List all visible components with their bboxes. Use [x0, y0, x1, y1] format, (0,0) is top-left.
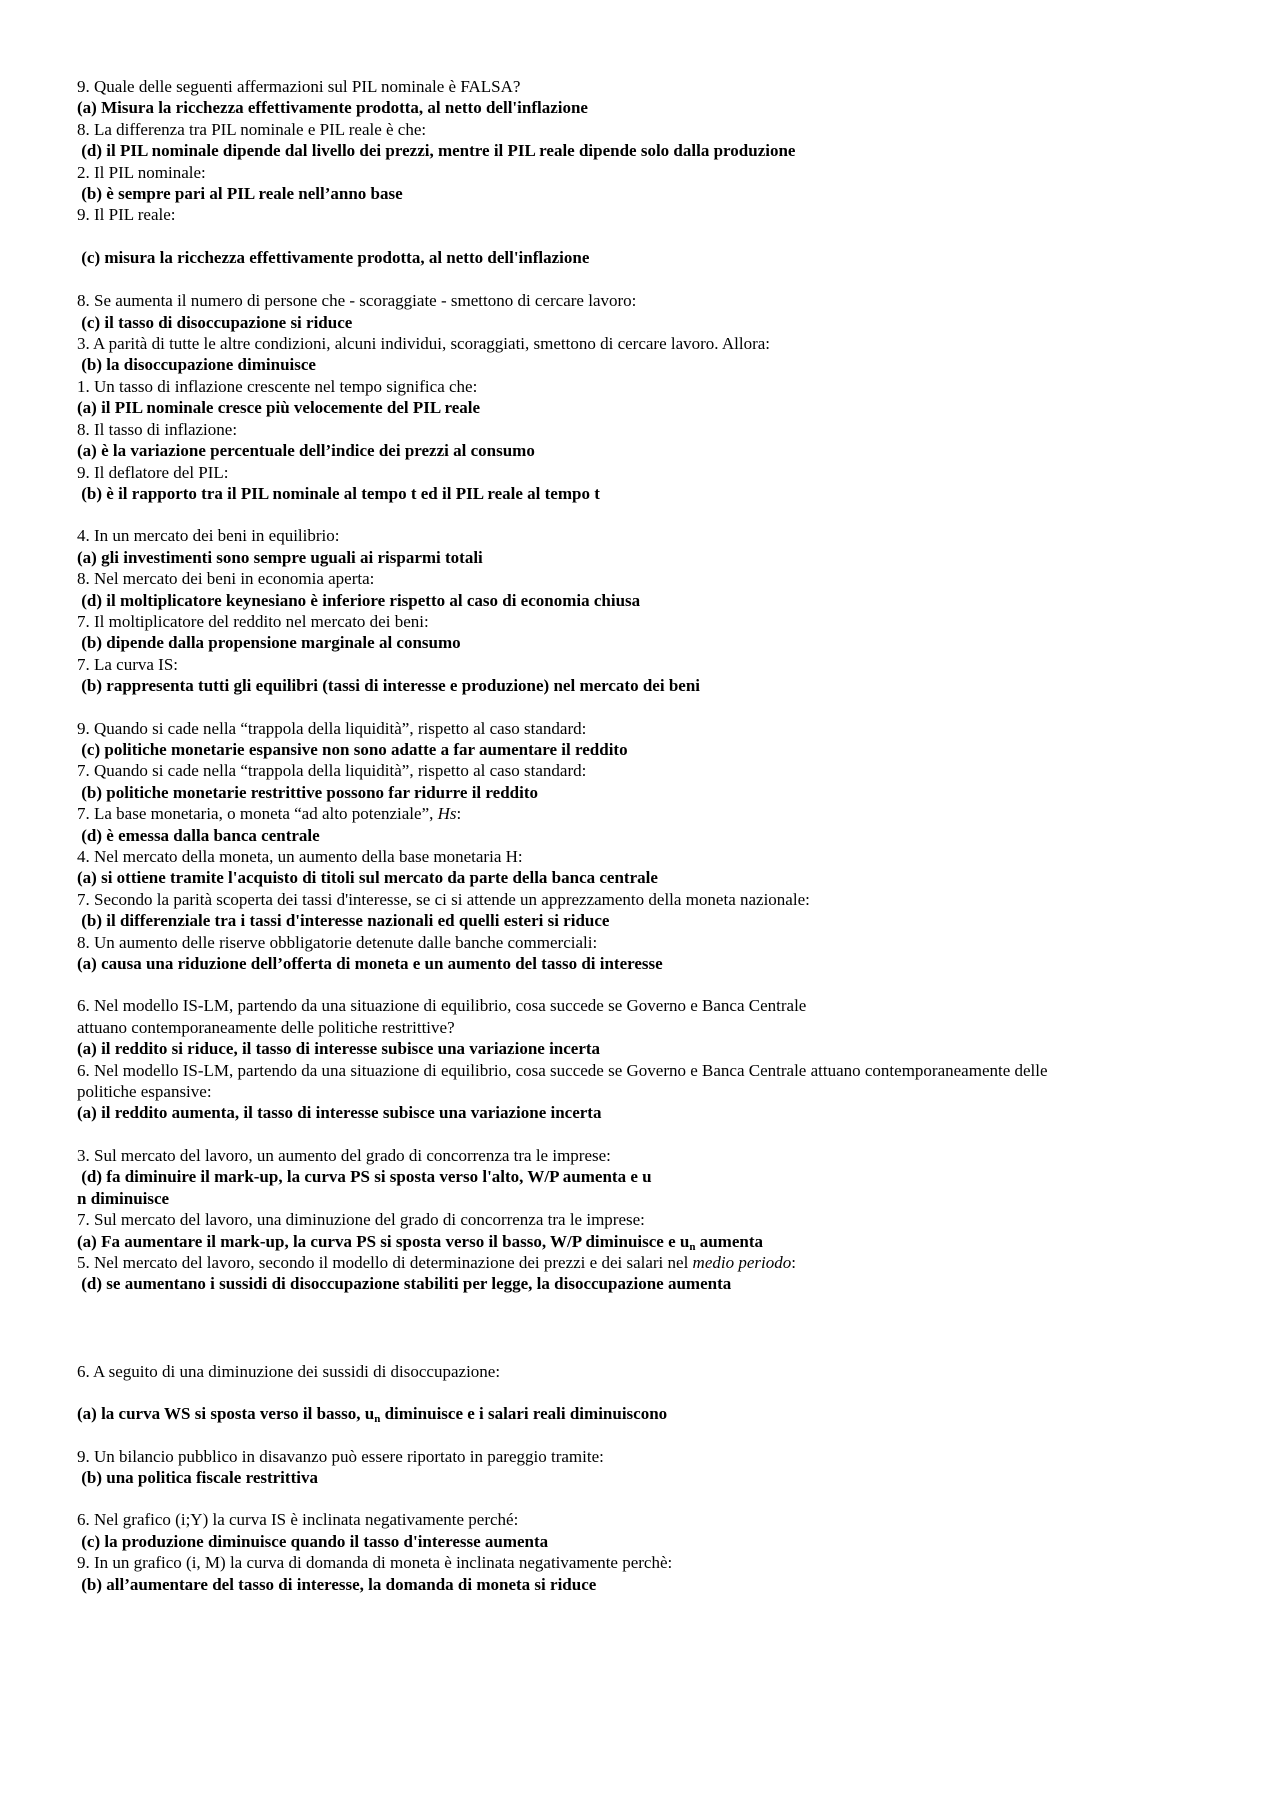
question-line: 7. Secondo la parità scoperta dei tassi d'interesse, se ci si attende un apprezzamento della moneta nazionale:: [77, 889, 810, 909]
question-line: 8. Nel mercato dei beni in economia aperta:: [77, 569, 375, 589]
question-line: politiche espansive:: [77, 1082, 212, 1102]
answer-text: aumenta: [695, 1231, 763, 1251]
question-line: attuano contemporaneamente delle politiche restrittive?: [77, 1017, 455, 1037]
question-line: 8. Il tasso di inflazione:: [77, 419, 238, 439]
answer-line: (a) il PIL nominale cresce più velocemente del PIL reale: [77, 398, 481, 418]
punctuation: :: [456, 804, 462, 824]
qa-block: [77, 1403, 1217, 1424]
answer-line: (d) il moltiplicatore keynesiano è inferiore rispetto al caso di economia chiusa: [77, 590, 641, 610]
question-line: 9. Quale delle seguenti affermazioni sul PIL nominale è FALSA?: [77, 77, 521, 96]
qa-block: [77, 718, 1217, 975]
spacer: [77, 504, 1217, 525]
italic-term: medio periodo: [692, 1252, 792, 1272]
spacer: [77, 974, 1217, 995]
question-line: 3. A parità di tutte le altre condizioni, alcuni individui, scoraggiati, smettono di cercare lavoro. Allora:: [77, 334, 771, 354]
punctuation: :: [791, 1252, 796, 1272]
answer-line: (b) la disoccupazione diminuisce: [77, 355, 316, 375]
answer-line: (a) è la variazione percentuale dell’indice dei prezzi al consumo: [77, 441, 535, 461]
question-line: 2. Il PIL nominale:: [77, 162, 206, 182]
question-line: 4. In un mercato dei beni in equilibrio:: [77, 526, 340, 546]
question-line: 8. La differenza tra PIL nominale e PIL reale è che:: [77, 119, 427, 139]
qa-block: [77, 76, 1217, 226]
answer-line: (b) è il rapporto tra il PIL nominale al tempo t ed il PIL reale al tempo t: [77, 483, 600, 503]
question-line: 9. Il PIL reale:: [77, 205, 176, 225]
answer-line: (b) una politica fiscale restrittiva: [77, 1467, 318, 1487]
subscript: n: [689, 1240, 696, 1253]
answer-text: (a) Fa aumentare il mark-up, la curva PS si sposta verso il basso, W/P diminuisce e u: [77, 1231, 690, 1251]
answer-line: [77, 1403, 1217, 1424]
question-line: 9. In un grafico (i, M) la curva di domanda di moneta è inclinata negativamente perchè:: [77, 1553, 673, 1573]
question-line: [77, 1252, 1217, 1273]
question-line: 3. Sul mercato del lavoro, un aumento del grado di concorrenza tra le imprese:: [77, 1145, 611, 1165]
spacer: [77, 697, 1217, 718]
answer-line: (c) la produzione diminuisce quando il tasso d'interesse aumenta: [77, 1531, 549, 1551]
answer-line: (b) il differenziale tra i tassi d'interesse nazionali ed quelli esteri si riduce: [77, 911, 610, 931]
answer-line: (a) gli investimenti sono sempre uguali ai risparmi totali: [77, 547, 483, 567]
answer-line: (d) fa diminuire il mark-up, la curva PS si sposta verso l'alto, W/P aumenta e u: [77, 1167, 652, 1187]
question-line: 9. Un bilancio pubblico in disavanzo può essere riportato in pareggio tramite:: [77, 1446, 604, 1466]
qa-block: [77, 290, 1217, 504]
qa-block: [77, 247, 1217, 268]
spacer: [77, 1425, 1217, 1446]
spacer: [77, 1295, 1217, 1361]
question-line: 9. Quando si cade nella “trappola della liquidità”, rispetto al caso standard:: [77, 718, 587, 738]
question-line: 7. Il moltiplicatore del reddito nel mercato dei beni:: [77, 611, 429, 631]
question-line: 6. Nel grafico (i;Y) la curva IS è inclinata negativamente perché:: [77, 1510, 519, 1530]
document-page: [77, 76, 1217, 1595]
question-line: 6. Nel modello IS-LM, partendo da una situazione di equilibrio, cosa succede se Governo e Banca Centrale: [77, 996, 807, 1016]
answer-line: (a) il reddito si riduce, il tasso di interesse subisce una variazione incerta: [77, 1039, 601, 1059]
spacer: [77, 268, 1217, 290]
question-text: 7. La base monetaria, o moneta “ad alto potenziale”,: [77, 804, 438, 824]
answer-line: [77, 1231, 1217, 1252]
question-line: 6. A seguito di una diminuzione dei sussidi di disoccupazione:: [77, 1361, 501, 1381]
question-line: 7. La curva IS:: [77, 654, 179, 674]
question-line: [77, 803, 1217, 824]
answer-line: (b) dipende dalla propensione marginale al consumo: [77, 633, 461, 653]
spacer: [77, 1382, 1217, 1403]
answer-line: (c) politiche monetarie espansive non sono adatte a far aumentare il reddito: [77, 739, 628, 759]
answer-line: (c) misura la ricchezza effettivamente prodotta, al netto dell'inflazione: [77, 247, 590, 267]
answer-line: (a) causa una riduzione dell’offerta di moneta e un aumento del tasso di interesse: [77, 954, 663, 974]
qa-block: [77, 1509, 1217, 1595]
italic-term: Hs: [437, 804, 457, 824]
question-line: 6. Nel modello IS-LM, partendo da una situazione di equilibrio, cosa succede se Governo e Banca Centrale attuano contemporaneamente delle: [77, 1060, 1048, 1080]
answer-line: (d) il PIL nominale dipende dal livello dei prezzi, mentre il PIL reale dipende solo dalla produzione: [77, 141, 796, 161]
answer-line: (a) il reddito aumenta, il tasso di interesse subisce una variazione incerta: [77, 1103, 602, 1123]
answer-line: (a) si ottiene tramite l'acquisto di titoli sul mercato da parte della banca centrale: [77, 868, 658, 888]
answer-line: (b) è sempre pari al PIL reale nell’anno base: [77, 184, 403, 204]
qa-block: [77, 1446, 1217, 1489]
subscript: n: [374, 1413, 381, 1426]
answer-text: (a) la curva WS si sposta verso il basso, u: [77, 1404, 375, 1424]
answer-line: (b) rappresenta tutti gli equilibri (tassi di interesse e produzione) nel mercato dei beni: [77, 676, 700, 696]
answer-line: (c) il tasso di disoccupazione si riduce: [77, 312, 353, 332]
question-line: 9. Il deflatore del PIL:: [77, 462, 229, 482]
question-text: 5. Nel mercato del lavoro, secondo il modello di determinazione dei prezzi e dei salari nel: [77, 1252, 693, 1272]
answer-line: (b) politiche monetarie restrittive possono far ridurre il reddito: [77, 782, 538, 802]
qa-block: [77, 1145, 1217, 1295]
answer-text: diminuisce e i salari reali diminuiscono: [380, 1404, 668, 1424]
question-line: 7. Sul mercato del lavoro, una diminuzione del grado di concorrenza tra le imprese:: [77, 1210, 645, 1230]
spacer: [77, 1488, 1217, 1509]
question-line: 4. Nel mercato della moneta, un aumento della base monetaria H:: [77, 847, 523, 866]
question-line: 7. Quando si cade nella “trappola della liquidità”, rispetto al caso standard:: [77, 761, 587, 781]
question-line: 1. Un tasso di inflazione crescente nel tempo significa che:: [77, 376, 478, 396]
answer-line: (b) all’aumentare del tasso di interesse, la domanda di moneta si riduce: [77, 1574, 597, 1594]
qa-block: [77, 1361, 1217, 1382]
spacer: [77, 1124, 1217, 1145]
spacer: [77, 226, 1217, 247]
answer-line: n diminuisce: [77, 1188, 170, 1208]
answer-line: (d) è emessa dalla banca centrale: [77, 825, 320, 845]
answer-line: (d) se aumentano i sussidi di disoccupazione stabiliti per legge, la disoccupazione aumenta: [77, 1274, 732, 1294]
qa-block: [77, 525, 1217, 696]
answer-line: (a) Misura la ricchezza effettivamente prodotta, al netto dell'inflazione: [77, 98, 588, 118]
question-line: 8. Se aumenta il numero di persone che - scoraggiate - smettono di cercare lavoro:: [77, 291, 637, 311]
qa-block: [77, 995, 1217, 1123]
question-line: 8. Un aumento delle riserve obbligatorie detenute dalle banche commerciali:: [77, 932, 598, 952]
